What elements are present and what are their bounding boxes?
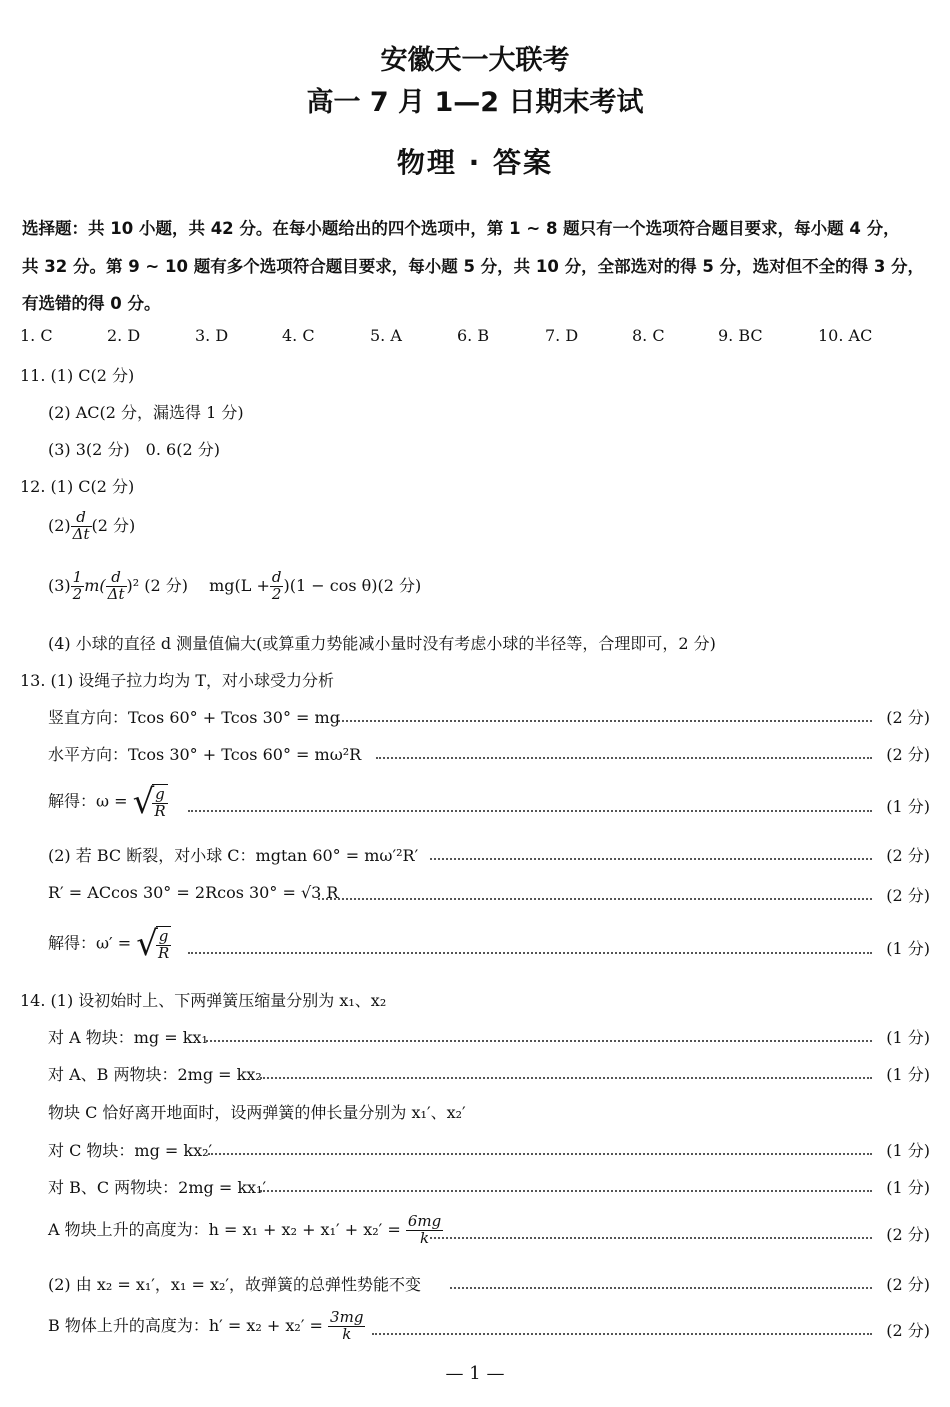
fraction: $\frac{3mg}{k}$: [330, 1308, 364, 1343]
q11-part1: 11. (1) C(2 分): [20, 366, 135, 385]
square-root: √ $\frac{g}{R}$: [132, 781, 166, 822]
q13-row-2: 水平方向：Tcos 30° + Tcos 60° = mω²R (2 分): [48, 745, 930, 764]
q14-intro: 14. (1) 设初始时上、下两弹簧压缩量分别为 x₁、x₂: [20, 991, 387, 1010]
fraction: $\frac{d}{\Delta t}$: [72, 508, 90, 543]
q13-row-5: R′ = ACcos 30° = 2Rcos 30° = √3 R (2 分): [48, 883, 930, 905]
q14-row-5: 对 B、C 两物块：2mg = kx₁′ (1 分): [48, 1178, 930, 1197]
q12-part3: (3) $\frac{1}{2}$ m( $\frac{d}{\Delta t}$ )² (2 分) mg(L + $\frac{d}{2}$ )(1 − cos θ)(2 分): [48, 568, 422, 603]
fraction: $\frac{d}{\Delta t}$: [107, 568, 125, 603]
q13-row-6: 解得：ω′ = √ $\frac{g}{R}$ (1 分): [48, 923, 930, 964]
q12-part4: (4) 小球的直径 d 测量值偏大(或算重力势能减小量时没有考虑小球的半径等，合理即可，2 分): [48, 634, 716, 653]
page-number: — 1 —: [445, 1363, 505, 1384]
q14-row-3: 物块 C 恰好离开地面时，设两弹簧的伸长量分别为 x₁′、x₂′: [48, 1103, 466, 1122]
mc-answer: 8. C: [632, 326, 665, 345]
mc-answer: 1. C: [20, 326, 53, 345]
instructions-line-3: 有选错的得 0 分。: [22, 294, 161, 313]
instructions-line-1: 选择题：共 10 小题，共 42 分。在每小题给出的四个选项中，第 1 ~ 8 题只有一个选项符合题目要求，每小题 4 分，: [22, 219, 900, 238]
q13-row-1: 竖直方向：Tcos 60° + Tcos 30° = mg (2 分): [48, 708, 930, 727]
instructions-line-2: 共 32 分。第 9 ~ 10 题有多个选项符合题目要求，每小题 5 分，共 10 分，全部选对的得 5 分，选对但不全的得 3 分，: [22, 257, 925, 276]
mc-answer: 9. BC: [718, 326, 763, 345]
q11-part2: (2) AC(2 分，漏选得 1 分): [48, 403, 244, 422]
square-root: √ $\frac{g}{R}$: [136, 923, 170, 964]
q14-row-6: A 物块上升的高度为：h = x₁ + x₂ + x₁′ + x₂′ = $\frac{6mg}{k}$ (2 分): [48, 1212, 930, 1247]
q12-part1: 12. (1) C(2 分): [20, 477, 135, 496]
subject-title: 物理 · 答案: [396, 146, 554, 179]
fraction: $\frac{d}{2}$: [271, 568, 282, 603]
multiple-choice-answers: [0, 326, 930, 348]
q14-row-4: 对 C 物块：mg = kx₂′ (1 分): [48, 1141, 930, 1160]
mc-answer: 10. AC: [818, 326, 873, 345]
q14-row-1: 对 A 物块：mg = kx₁ (1 分): [48, 1028, 930, 1047]
mc-answer: 7. D: [545, 326, 579, 345]
mc-answer: 6. B: [457, 326, 490, 345]
mc-answer: 2. D: [107, 326, 141, 345]
q13-row-3: 解得：ω = √ $\frac{g}{R}$ (1 分): [48, 781, 930, 822]
q14-row-7: (2) 由 x₂ = x₁′，x₁ = x₂′，故弹簧的总弹性势能不变 (2 分): [48, 1275, 930, 1294]
q11-part3: (3) 3(2 分) 0. 6(2 分): [48, 440, 220, 459]
q13-row-4: (2) 若 BC 断裂，对小球 C：mgtan 60° = mω′²R′ (2 分): [48, 846, 930, 865]
q12-part2: (2) $\frac{d}{\Delta t}$ (2 分): [48, 508, 136, 543]
q14-row-2: 对 A、B 两物块：2mg = kx₂ (1 分): [48, 1065, 930, 1084]
exam-organizer: 安徽天一大联考: [380, 45, 570, 76]
q13-intro: 13. (1) 设绳子拉力均为 T，对小球受力分析: [20, 671, 335, 690]
exam-title: 高一 7 月 1—2 日期末考试: [306, 87, 644, 118]
fraction: $\frac{6mg}{k}$: [407, 1212, 442, 1247]
q14-row-8: B 物体上升的高度为：h′ = x₂ + x₂′ = $\frac{3mg}{k}$ (2 分): [48, 1308, 930, 1343]
mc-answer: 5. A: [370, 326, 402, 345]
mc-answer: 4. C: [282, 326, 315, 345]
mc-answer: 3. D: [195, 326, 229, 345]
fraction: $\frac{1}{2}$: [72, 568, 83, 603]
